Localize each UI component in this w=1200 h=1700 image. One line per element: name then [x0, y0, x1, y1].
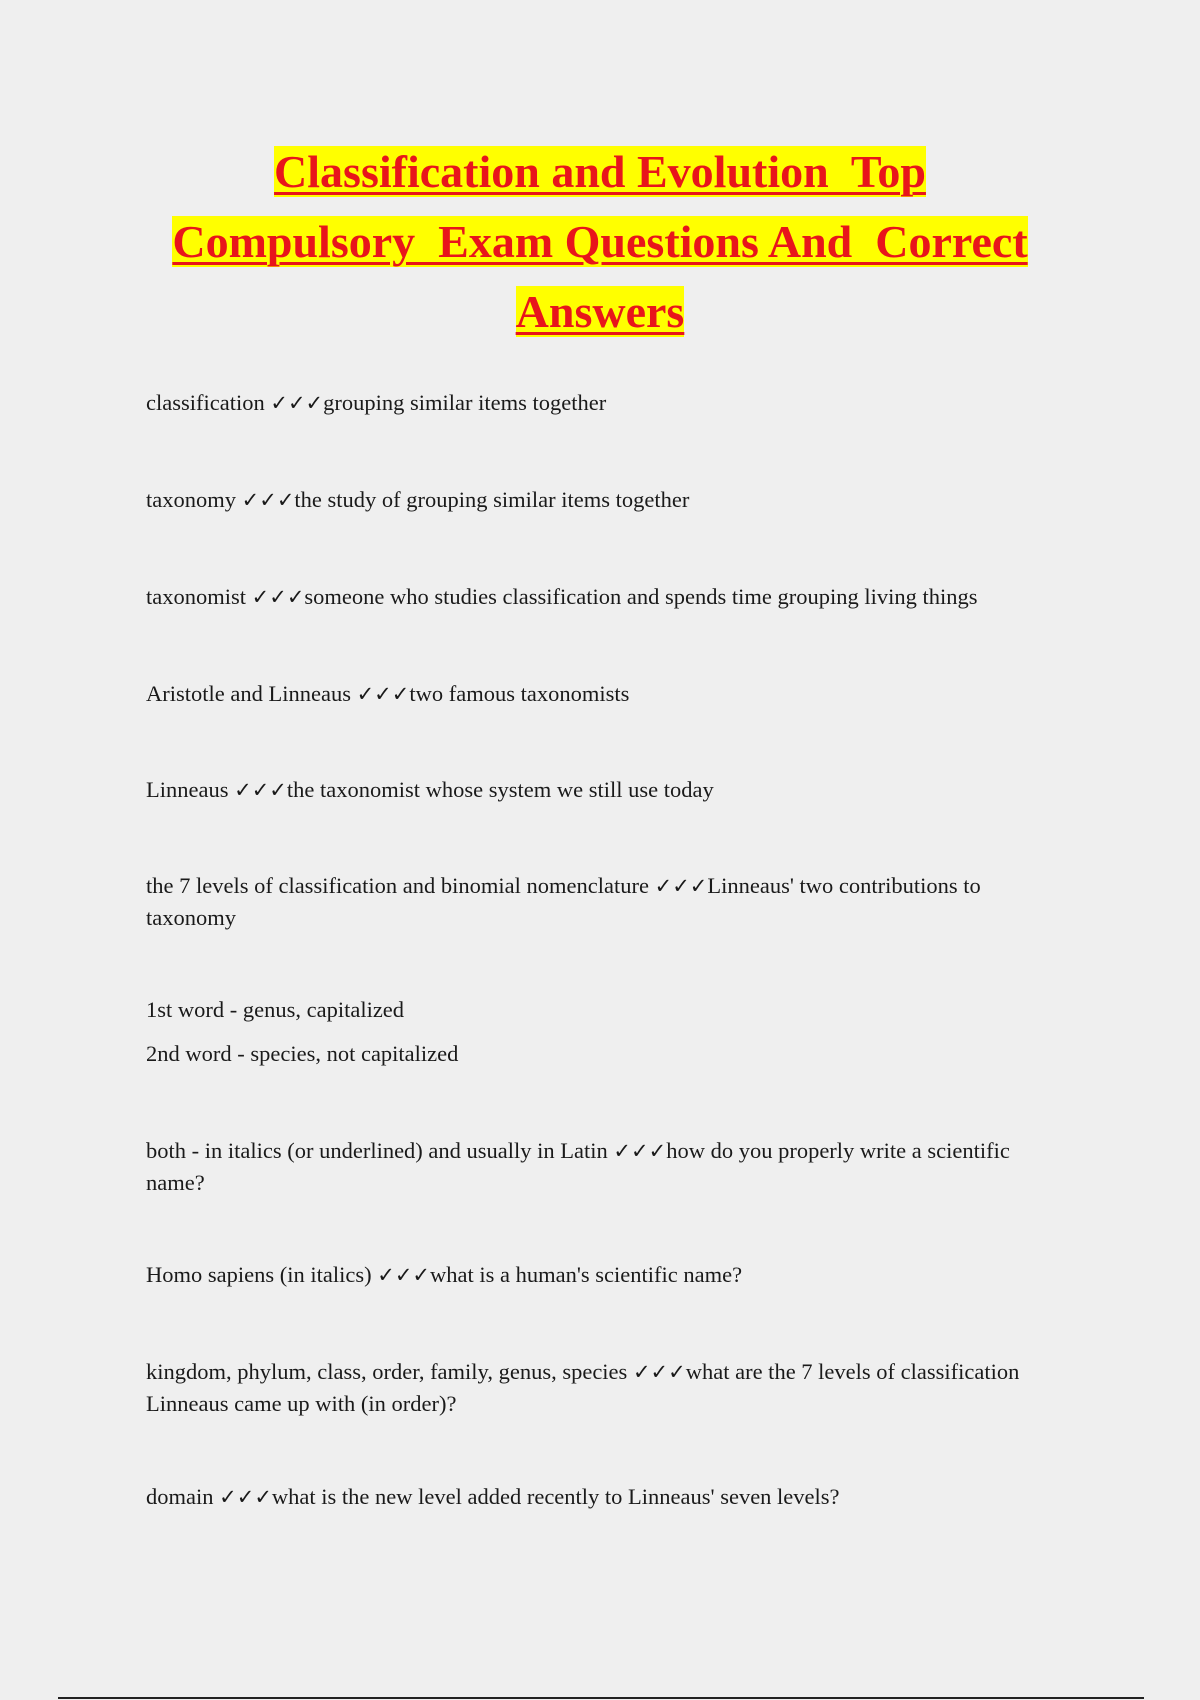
qa-entry [146, 994, 1066, 1025]
check-marks-icon: ✓✓✓ [219, 1485, 272, 1509]
entry-term: both - in italics (or underlined) and usually in Latin [146, 1138, 614, 1163]
check-marks-icon: ✓✓✓ [654, 874, 708, 898]
entry-definition: grouping similar items together [323, 390, 607, 415]
title-line-3: Answers [515, 286, 685, 337]
entry-line: 2nd word - species, not capitalized [146, 1041, 459, 1066]
check-marks-icon: ✓✓✓ [377, 1263, 431, 1287]
check-marks-icon: ✓✓✓ [613, 1139, 667, 1163]
qa-entry [146, 581, 1066, 613]
entry-definition: what is a human's scientific name? [430, 1262, 743, 1287]
qa-entry [146, 484, 1066, 516]
entry-definition: Linneaus' two contributions to taxonomy [146, 873, 981, 930]
footer-divider [58, 1697, 1144, 1699]
entry-definition: how do you properly write a scientific name? [146, 1138, 1010, 1195]
qa-entry [146, 870, 1066, 933]
check-marks-icon: ✓✓✓ [251, 585, 305, 609]
check-marks-icon: ✓✓✓ [241, 488, 295, 512]
qa-entry [146, 1135, 1066, 1198]
entry-term: taxonomist [146, 584, 252, 609]
entry-definition: what is the new level added recently to Linneaus' seven levels? [271, 1484, 840, 1509]
entry-definition: the taxonomist whose system we still use today [286, 777, 714, 802]
title-line-2: Compulsory Exam Questions And Correct [172, 216, 1028, 267]
entry-definition: what are the 7 levels of classification Linneaus came up with (in order)? [146, 1359, 1020, 1416]
document-title [100, 142, 1100, 352]
entry-term: the 7 levels of classification and binomial nomenclature [146, 873, 655, 898]
check-marks-icon: ✓✓✓ [632, 1360, 686, 1384]
qa-entry [146, 678, 1066, 710]
entry-term: kingdom, phylum, class, order, family, genus, species [146, 1359, 633, 1384]
entry-term: Linneaus [146, 777, 235, 802]
entry-term: classification [146, 390, 271, 415]
entry-definition: someone who studies classification and spends time grouping living things [304, 584, 978, 609]
qa-entry [146, 774, 1066, 806]
entry-term: Homo sapiens (in italics) [146, 1262, 378, 1287]
entry-definition: the study of grouping similar items together [294, 487, 690, 512]
check-marks-icon: ✓✓✓ [356, 682, 410, 706]
entry-term: taxonomy [146, 487, 242, 512]
check-marks-icon: ✓✓✓ [234, 778, 287, 802]
check-marks-icon: ✓✓✓ [270, 391, 324, 415]
qa-entry [146, 1481, 1066, 1513]
qa-entry [146, 1259, 1066, 1291]
entry-term: domain [146, 1484, 220, 1509]
title-line-1: Classification and Evolution Top [274, 146, 926, 197]
entry-term: Aristotle and Linneaus [146, 681, 357, 706]
qa-entry [146, 387, 1066, 419]
qa-entry [146, 1038, 1066, 1069]
entry-line: 1st word - genus, capitalized [146, 997, 405, 1022]
entry-definition: two famous taxonomists [409, 681, 630, 706]
qa-entry [146, 1356, 1066, 1419]
